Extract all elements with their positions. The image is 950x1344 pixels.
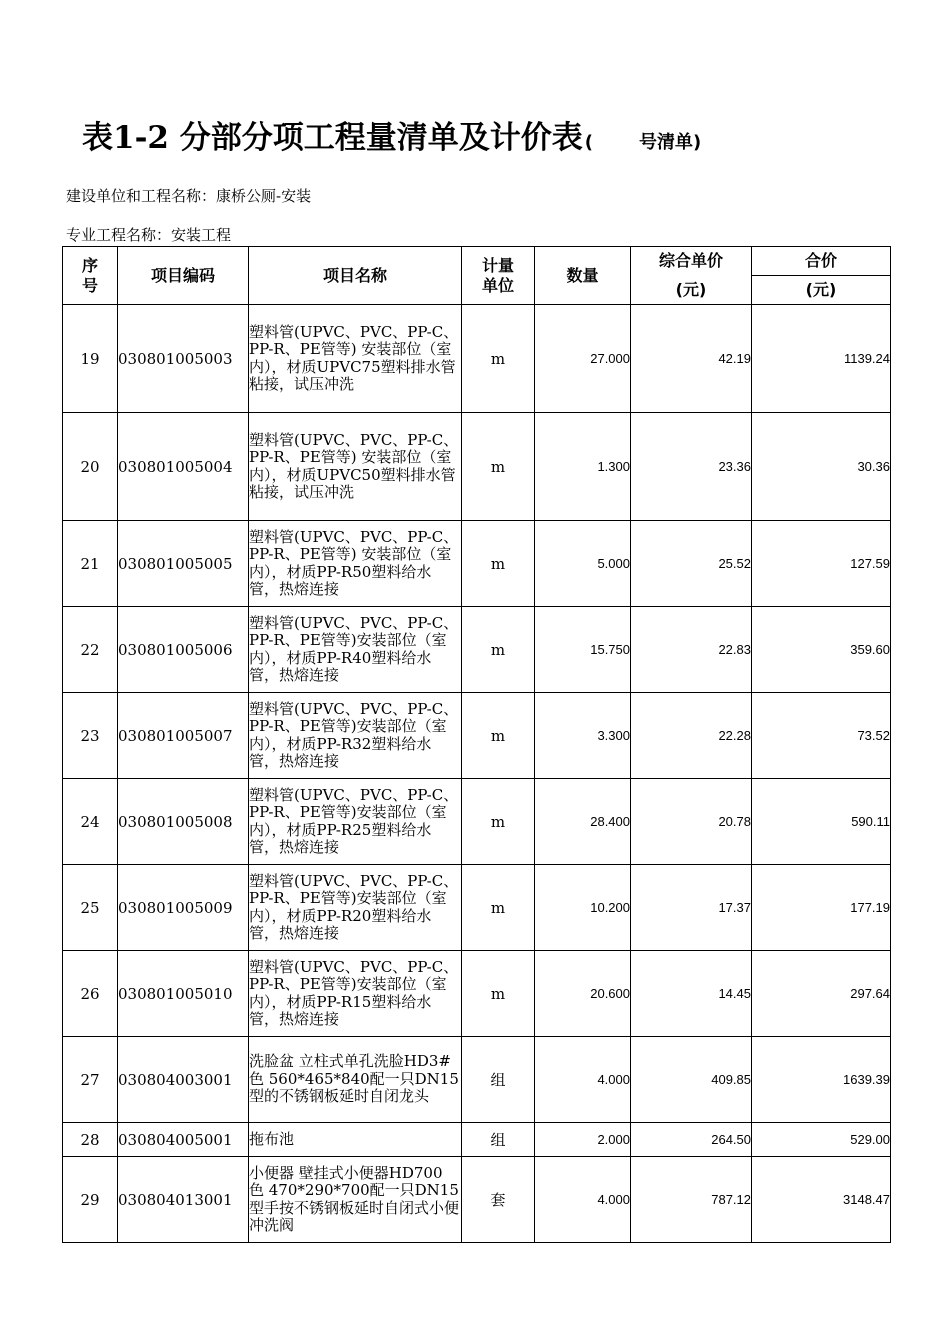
row-seq: 26 — [63, 951, 118, 1037]
table-row — [63, 951, 891, 1037]
title-main: 表1-2 分部分项工程量清单及计价表 — [82, 120, 583, 156]
row-unit-price: 17.37 — [631, 865, 752, 951]
row-name: 塑料管(UPVC、PVC、PP-C、PP-R、PE管等)安装部位（室内），材质PP-R40塑料给水管，热熔连接 — [249, 607, 462, 693]
table-row — [63, 693, 891, 779]
row-seq: 27 — [63, 1037, 118, 1123]
row-seq: 22 — [63, 607, 118, 693]
row-name: 塑料管(UPVC、PVC、PP-C、PP-R、PE管等) 安装部位（室内），材质UPVC50塑料排水管粘接，试压冲洗 — [249, 413, 462, 521]
row-seq: 29 — [63, 1157, 118, 1243]
row-unit-price: 25.52 — [631, 521, 752, 607]
row-qty: 3.300 — [535, 693, 631, 779]
header-qty: 数量 — [535, 247, 631, 305]
header-unit-price: 综合单价 — [631, 247, 752, 276]
row-unit-price: 42.19 — [631, 305, 752, 413]
title-paren: ( — [584, 132, 594, 153]
row-seq: 20 — [63, 413, 118, 521]
row-name: 拖布池 — [249, 1123, 462, 1157]
row-unit-price: 14.45 — [631, 951, 752, 1037]
specialty-name-line: 专业工程名称：安装工程 — [66, 226, 232, 244]
table-row — [63, 607, 891, 693]
table-row — [63, 305, 891, 413]
row-unit: m — [462, 521, 535, 607]
table-row — [63, 1037, 891, 1123]
row-total: 359.60 — [752, 607, 891, 693]
row-qty: 4.000 — [535, 1157, 631, 1243]
row-code: 030801005009 — [118, 865, 249, 951]
table-row — [63, 413, 891, 521]
page-title — [82, 112, 701, 157]
row-unit-price: 787.12 — [631, 1157, 752, 1243]
header-unit-price-unit: (元) — [631, 276, 752, 305]
table-row — [63, 521, 891, 607]
header-seq: 序号 — [63, 247, 118, 305]
row-seq: 21 — [63, 521, 118, 607]
row-unit-price: 20.78 — [631, 779, 752, 865]
header-code: 项目编码 — [118, 247, 249, 305]
row-qty: 10.200 — [535, 865, 631, 951]
table-row — [63, 779, 891, 865]
table-row — [63, 865, 891, 951]
header-total-unit: (元) — [752, 276, 891, 305]
row-code: 030801005008 — [118, 779, 249, 865]
row-qty: 15.750 — [535, 607, 631, 693]
row-total: 30.36 — [752, 413, 891, 521]
row-total: 1139.24 — [752, 305, 891, 413]
row-name: 小便器 壁挂式小便器HD700 色 470*290*700配一只DN15型手按不锈钢板延时自闭式小便冲洗阀 — [249, 1157, 462, 1243]
row-total: 297.64 — [752, 951, 891, 1037]
row-unit: 组 — [462, 1123, 535, 1157]
row-qty: 28.400 — [535, 779, 631, 865]
header-unit: 计量单位 — [462, 247, 535, 305]
row-unit-price: 23.36 — [631, 413, 752, 521]
row-code: 030801005003 — [118, 305, 249, 413]
row-total: 127.59 — [752, 521, 891, 607]
row-unit: m — [462, 413, 535, 521]
row-qty: 5.000 — [535, 521, 631, 607]
row-seq: 25 — [63, 865, 118, 951]
row-seq: 28 — [63, 1123, 118, 1157]
row-unit-price: 22.28 — [631, 693, 752, 779]
row-unit-price: 409.85 — [631, 1037, 752, 1123]
row-seq: 23 — [63, 693, 118, 779]
row-name: 塑料管(UPVC、PVC、PP-C、PP-R、PE管等)安装部位（室内），材质PP-R15塑料给水管，热熔连接 — [249, 951, 462, 1037]
row-unit: m — [462, 693, 535, 779]
row-code: 030804003001 — [118, 1037, 249, 1123]
header-total: 合价 — [752, 247, 891, 276]
project-name-line: 建设单位和工程名称：康桥公厕-安装 — [66, 187, 312, 205]
row-code: 030804005001 — [118, 1123, 249, 1157]
row-name: 塑料管(UPVC、PVC、PP-C、PP-R、PE管等)安装部位（室内），材质PP-R32塑料给水管，热熔连接 — [249, 693, 462, 779]
row-qty: 27.000 — [535, 305, 631, 413]
row-total: 590.11 — [752, 779, 891, 865]
row-code: 030801005005 — [118, 521, 249, 607]
row-seq: 24 — [63, 779, 118, 865]
header-name: 项目名称 — [249, 247, 462, 305]
table-row — [63, 1123, 891, 1157]
row-code: 030801005004 — [118, 413, 249, 521]
row-unit: m — [462, 607, 535, 693]
row-qty: 20.600 — [535, 951, 631, 1037]
row-name: 塑料管(UPVC、PVC、PP-C、PP-R、PE管等)安装部位（室内），材质PP-R25塑料给水管，热熔连接 — [249, 779, 462, 865]
row-unit: 套 — [462, 1157, 535, 1243]
row-name: 塑料管(UPVC、PVC、PP-C、PP-R、PE管等)安装部位（室内），材质PP-R20塑料给水管，热熔连接 — [249, 865, 462, 951]
row-total: 177.19 — [752, 865, 891, 951]
row-total: 73.52 — [752, 693, 891, 779]
row-unit: m — [462, 779, 535, 865]
row-name: 洗脸盆 立柱式单孔洗脸HD3# 色 560*465*840配一只DN15型的不锈钢板延时自闭龙头 — [249, 1037, 462, 1123]
row-unit: m — [462, 951, 535, 1037]
bill-of-quantities-table — [62, 246, 891, 1243]
row-code: 030801005007 — [118, 693, 249, 779]
row-unit: m — [462, 305, 535, 413]
row-code: 030804013001 — [118, 1157, 249, 1243]
table-row — [63, 1157, 891, 1243]
row-name: 塑料管(UPVC、PVC、PP-C、PP-R、PE管等) 安装部位（室内），材质PP-R50塑料给水管，热熔连接 — [249, 521, 462, 607]
row-name: 塑料管(UPVC、PVC、PP-C、PP-R、PE管等) 安装部位（室内），材质UPVC75塑料排水管粘接，试压冲洗 — [249, 305, 462, 413]
row-unit: m — [462, 865, 535, 951]
row-total: 3148.47 — [752, 1157, 891, 1243]
row-unit: 组 — [462, 1037, 535, 1123]
row-unit-price: 264.50 — [631, 1123, 752, 1157]
row-qty: 1.300 — [535, 413, 631, 521]
row-qty: 2.000 — [535, 1123, 631, 1157]
row-code: 030801005006 — [118, 607, 249, 693]
row-total: 529.00 — [752, 1123, 891, 1157]
row-code: 030801005010 — [118, 951, 249, 1037]
row-qty: 4.000 — [535, 1037, 631, 1123]
title-suffix: 号清单) — [639, 132, 702, 153]
row-seq: 19 — [63, 305, 118, 413]
row-total: 1639.39 — [752, 1037, 891, 1123]
row-unit-price: 22.83 — [631, 607, 752, 693]
